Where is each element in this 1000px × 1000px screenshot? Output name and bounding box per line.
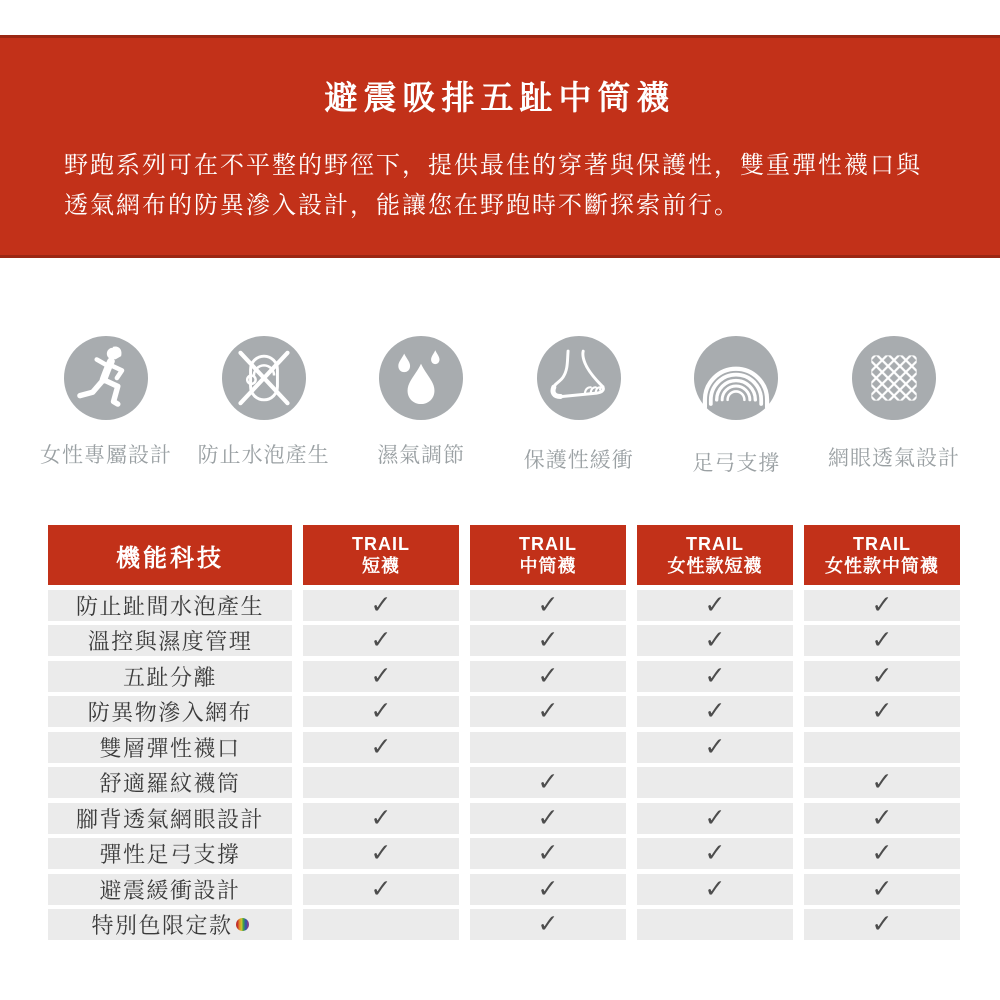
empty-cell [470,732,626,763]
feature-label: 濕氣調節 [377,444,466,467]
feature-label: 女性專屬設計 [40,444,172,467]
check-cell: ✓ [470,803,626,834]
table-row-label: 防異物滲入網布 [48,696,292,727]
feature-label: 保護性緩衝 [523,449,634,472]
mesh-ventilation-icon [852,336,936,420]
check-cell: ✓ [470,909,626,940]
feature-label: 防止水泡產生 [197,444,330,467]
table-row-label: 五趾分離 [48,661,292,692]
table-row-label: 防止趾間水泡產生 [48,590,292,621]
check-cell: ✓ [470,874,626,905]
check-cell: ✓ [637,590,793,621]
banner-description-line-1: 野跑系列可在不平整的野徑下，提供最佳的穿著與保護性，雙重彈性襪口與 [64,152,922,179]
check-cell: ✓ [804,838,960,869]
table-corner-header [48,525,292,585]
feature-mesh-ventilation [818,336,970,477]
feature-no-blister [188,336,340,477]
check-cell: ✓ [637,732,793,763]
arch-support-icon [694,336,778,420]
hero-banner [0,35,1000,258]
table-row-label: 彈性足弓支撐 [48,838,292,869]
table-column-header-trail-women-short: TRAIL 女性款短襪 [637,525,793,585]
check-cell: ✓ [303,625,459,656]
banner-description [64,146,936,226]
feature-label: 足弓支撐 [692,452,781,475]
empty-cell [303,909,459,940]
table-column-header-trail-women-mid: TRAIL 女性款中筒襪 [804,525,960,585]
no-blister-icon [222,336,306,420]
check-cell: ✓ [804,696,960,727]
table-corner-label: 機能科技 [116,544,224,572]
check-cell: ✓ [804,625,960,656]
feature-moisture-control [345,336,497,477]
check-cell: ✓ [470,767,626,798]
check-cell: ✓ [804,803,960,834]
check-cell: ✓ [303,874,459,905]
table-row-label: 舒適羅紋襪筒 [48,767,292,798]
check-cell: ✓ [303,661,459,692]
table-column-header-trail-short: TRAIL 短襪 [303,525,459,585]
banner-title: 避震吸排五趾中筒襪 [324,79,676,116]
check-cell: ✓ [303,838,459,869]
table-row-label: 溫控與濕度管理 [48,625,292,656]
check-cell: ✓ [637,625,793,656]
female-runner-icon [64,336,148,420]
moisture-control-icon [379,336,463,420]
table-row-label: 避震緩衝設計 [48,874,292,905]
table-row-label: 特別色限定款 [48,909,292,940]
check-cell: ✓ [804,909,960,940]
banner-description-line-2: 透氣網布的防異滲入設計，能讓您在野跑時不斷探索前行。 [64,192,740,219]
check-cell: ✓ [303,732,459,763]
protective-cushion-icon [537,336,621,420]
check-cell: ✓ [470,838,626,869]
table-column-header-trail-mid: TRAIL 中筒襪 [470,525,626,585]
check-cell: ✓ [637,838,793,869]
feature-protective-cushion [503,336,655,477]
check-cell: ✓ [470,696,626,727]
empty-cell [637,767,793,798]
special-color-dot-icon [236,918,249,931]
check-cell: ✓ [637,874,793,905]
check-cell: ✓ [303,696,459,727]
check-cell: ✓ [637,803,793,834]
feature-arch-support [660,336,812,477]
feature-female-design [30,336,182,477]
table-row-label: 雙層彈性襪口 [48,732,292,763]
check-cell: ✓ [804,767,960,798]
table-row-label: 腳背透氣網眼設計 [48,803,292,834]
check-cell: ✓ [637,696,793,727]
check-cell: ✓ [303,590,459,621]
check-cell: ✓ [470,661,626,692]
feature-label: 網眼透氣設計 [827,447,960,470]
empty-cell [637,909,793,940]
check-cell: ✓ [804,590,960,621]
check-cell: ✓ [637,661,793,692]
empty-cell [804,732,960,763]
check-cell: ✓ [804,874,960,905]
feature-icons-row [30,336,970,477]
comparison-table [48,525,960,940]
check-cell: ✓ [470,625,626,656]
check-cell: ✓ [303,803,459,834]
check-cell: ✓ [470,590,626,621]
check-cell: ✓ [804,661,960,692]
empty-cell [303,767,459,798]
